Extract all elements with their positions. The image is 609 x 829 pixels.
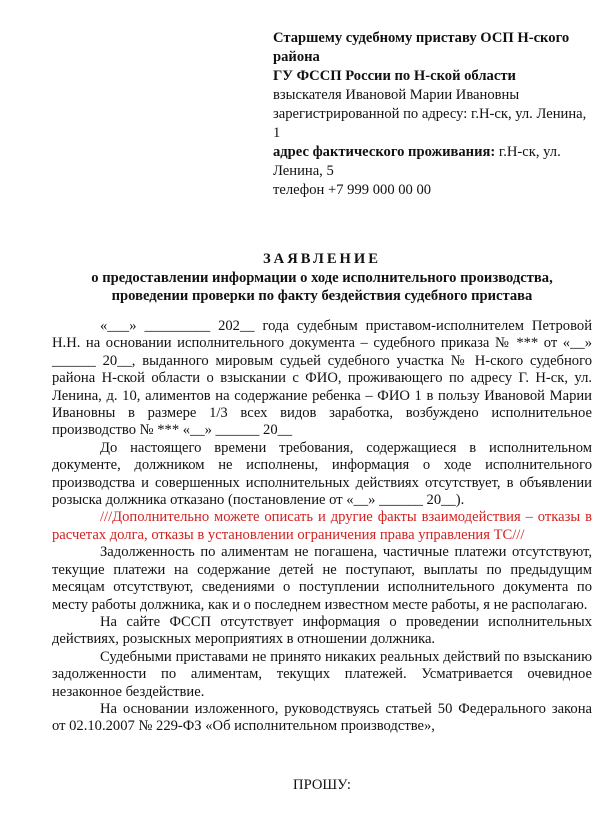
addressee-agency: ГУ ФССП России по Н-ской области — [273, 68, 516, 84]
paragraph-note: ///Дополнительно можете описать и другие факты взаимодействия – отказы в расчетах долга, отказы в установлении ограничения права управления ТС/// — [52, 509, 592, 543]
document-title — [52, 250, 592, 306]
paragraph-not-fulfilled: До настоящего времени требования, содержащиеся в исполнительном документе, должником не исполнены, информация о ходе исполнительного производства и совершенных исполнительных действиях отсутствует, в объявлении розыска должника отказано (постановление от «__» ______ 20__). — [52, 439, 592, 509]
title-subtitle-2: проведении проверки по факту бездействия судебного пристава — [111, 288, 533, 304]
title-subtitle-1: о предоставлении информации о ходе исполнительного производства, — [91, 269, 553, 286]
addressee-block — [273, 29, 593, 200]
actual-address-label: адрес фактического проживания: — [273, 144, 496, 160]
phone: телефон +7 999 000 00 00 — [273, 182, 432, 198]
title-heading: ЗАЯВЛЕНИЕ — [262, 251, 381, 267]
paragraph-proceedings: «___» _________ 202__ года судебным приставом-исполнителем Петровой Н.Н. на основании исполнительного документа – судебного приказа № *** от «__» ______ 20__, выданного мировым судьей судебного участка № Н-ского судебного района Н-ской области о взыскании с ФИО, проживающего по адресу Г. Н-ск, ул. Ленина, д. 10, алиментов на содержание ребенка – ФИО 1 в пользу Ивановой Марии Ивановны в размере 1/3 всех видов заработка, возбуждено исполнительное производство № *** «__» ______ 20__ — [52, 318, 592, 439]
addressee-line: Старшему судебному приставу ОСП Н-ского района — [273, 30, 570, 65]
paragraph-inaction: Судебными приставами не принято никаких реальных действий по взысканию задолженности по алиментам, текущих платежей. Усматривается очевидное незаконное бездействие. — [52, 648, 592, 700]
request-heading: ПРОШУ: — [293, 777, 351, 793]
registered-address: зарегистрированной по адресу: г.Н-ск, ул. Ленина, 1 — [273, 106, 587, 141]
actual-address — [273, 143, 593, 181]
paragraph-basis: На основании изложенного, руководствуясь статьей 50 Федерального закона от 02.10.2007 № 229-ФЗ «Об исполнительном производстве», — [52, 700, 592, 735]
claimant-name: взыскателя Ивановой Марии Ивановны — [273, 87, 520, 103]
actual-address-value: г.Н-ск, ул. Ленина, 5 — [273, 144, 561, 179]
document-body — [52, 318, 592, 736]
paragraph-website: На сайте ФССП отсутствует информация о проведении исполнительных действиях, розыскных мероприятиях в отношении должника. — [52, 613, 592, 648]
paragraph-debt: Задолженность по алиментам не погашена, частичные платежи отсутствуют, текущие платежи на содержание детей не поступают, выплаты по предыдущим месяцам отсутствуют, сведениями о поступлении исполнительного документа по месту работы должника, как и о последнем известном месте работы, я не располагаю. — [52, 544, 592, 613]
